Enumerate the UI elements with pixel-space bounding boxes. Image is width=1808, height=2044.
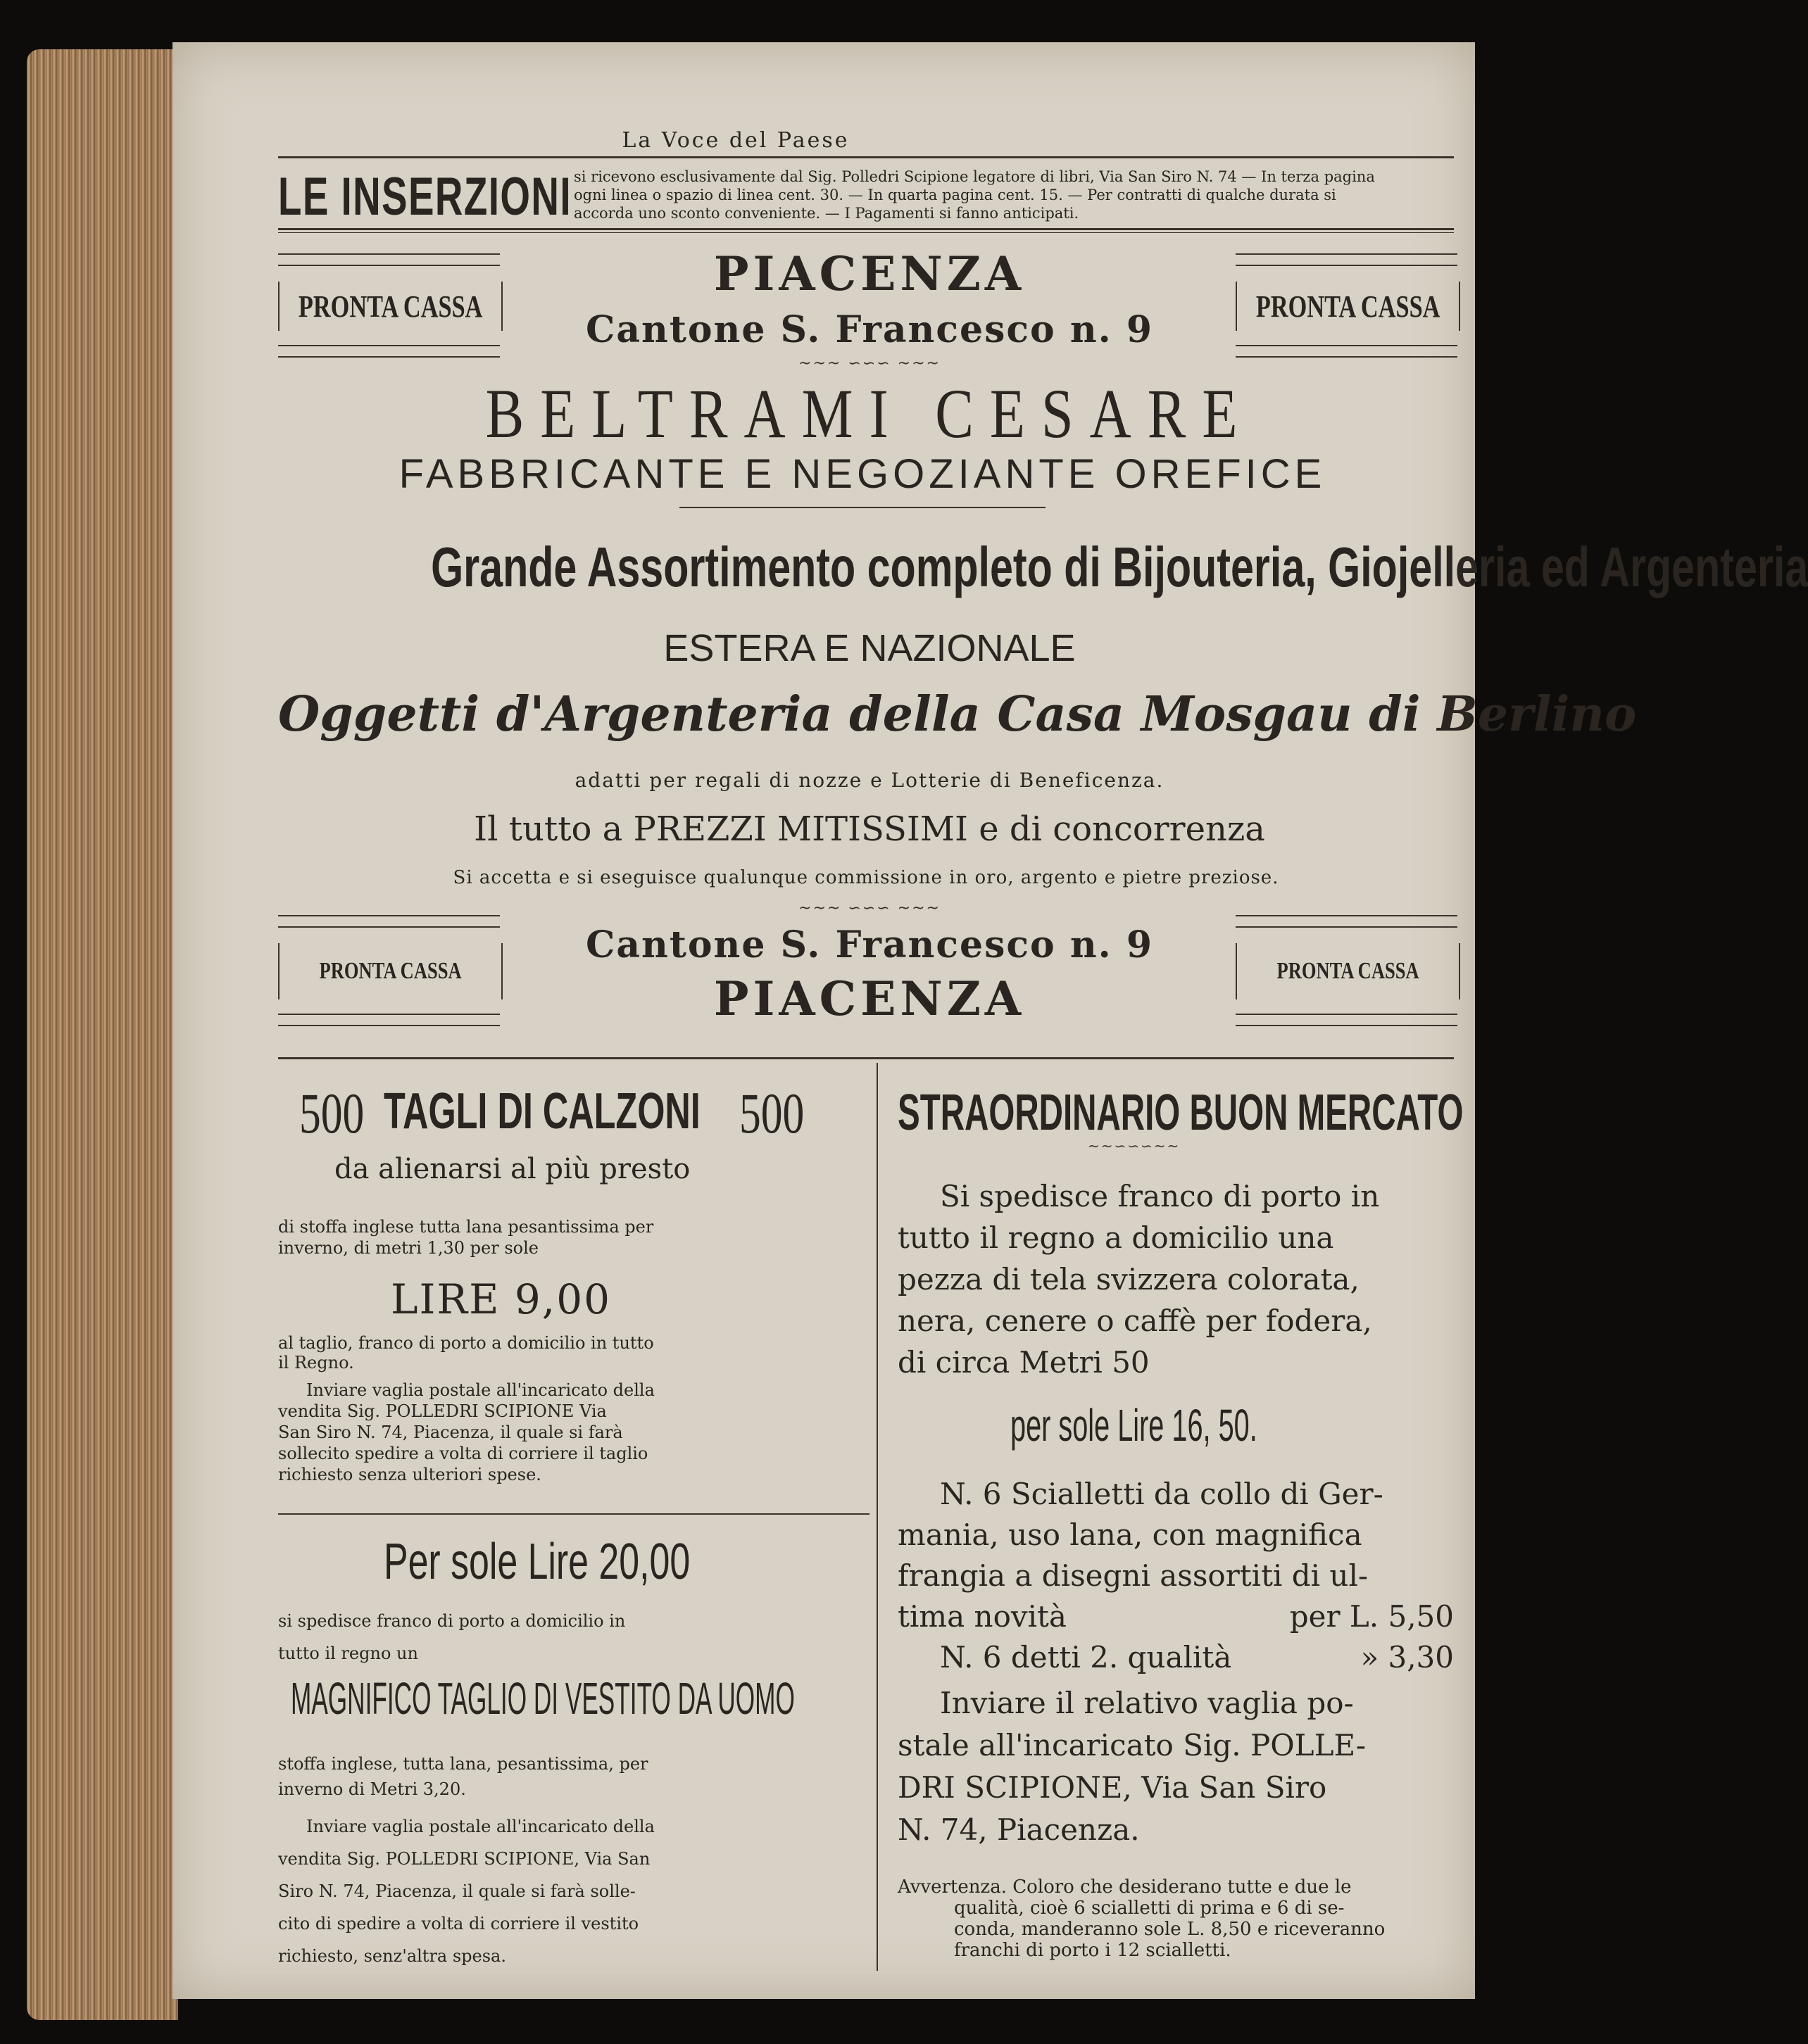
right-paragraph-3 — [898, 1682, 1461, 1851]
ornament-top-left — [278, 253, 500, 266]
right-p3-3: DRI SCIPIONE, Via San Siro — [898, 1770, 1327, 1805]
calzoni-inv-4: sollecito spedire a volta di corriere il taglio — [278, 1444, 648, 1463]
newspaper-page — [172, 42, 1808, 1999]
origin-line: ESTERA E NAZIONALE — [663, 627, 1076, 669]
calzoni-price: LIRE 9,00 — [391, 1275, 612, 1323]
calzoni-desc — [278, 1216, 855, 1258]
inserzioni-text — [574, 168, 1375, 222]
calzoni-after — [278, 1333, 855, 1373]
right-p1-price: per sole Lire 16, 50. — [1010, 1400, 1257, 1451]
header-bottom-rule — [278, 228, 1454, 230]
right-p3-2: stale all'incaricato Sig. POLLE- — [898, 1728, 1367, 1762]
city-bottom: PIACENZA — [713, 971, 1026, 1026]
right-note-2: qualità, cioè 6 scialletti di prima e 6 di se- — [954, 1898, 1345, 1919]
right-p1-1: Si spedisce franco di porto in — [940, 1179, 1380, 1213]
right-p2-4: tima novità — [898, 1599, 1067, 1634]
calzoni-title: TAGLI DI CALZONI — [384, 1083, 701, 1140]
header-bottom-rule-thin — [278, 232, 1454, 233]
merchant-profession: FABBRICANTE E NEGOZIANTE OREFICE — [398, 451, 1326, 497]
right-paragraph-2 — [898, 1474, 1461, 1678]
ornament-bottom-left-bottom — [278, 1014, 500, 1026]
right-title: STRAORDINARIO BUON MERCATO — [898, 1085, 1464, 1141]
fleuron-divider-2: ~~~ ∽∽∽ ~~~ — [798, 900, 941, 917]
commission-line: Si accetta e si eseguisce qualunque commissione in oro, argento e pietre preziose. — [453, 867, 1279, 888]
ornament-bottom-left — [278, 915, 500, 928]
vestito-inv-5: richiesto, senz'altra spesa. — [278, 1946, 506, 1966]
address-bottom: Cantone S. Francesco n. 9 — [585, 923, 1154, 966]
inserzioni-line-2: ogni linea o spazio di linea cent. 30. — In quarta pagina cent. 15. — Per contratti di qualche durata si — [574, 187, 1336, 203]
right-p1-2: tutto il regno a domicilio una — [898, 1220, 1334, 1255]
inserzioni-line-1: si ricevono esclusivamente dal Sig. Polledri Scipione legatore di libri, Via San Siro N. 74 — In terza pagina — [574, 168, 1375, 185]
vestito-inv-2: vendita Sig. POLLEDRI SCIPIONE, Via San — [278, 1849, 651, 1869]
right-note-1: Avvertenza. Coloro che desiderano tutte e due le — [898, 1876, 1352, 1898]
calzoni-instructions — [278, 1380, 855, 1485]
ornament-bottom-right-bottom — [1236, 1014, 1457, 1026]
assortment-line: Grande Assortimento completo di Bijouteria, Giojelleria ed Argenteria — [431, 536, 1808, 598]
vestito-desc-1: si spedisce franco di porto a domicilio in — [278, 1611, 626, 1631]
right-p2-3: frangia a disegni assortiti di ul- — [898, 1558, 1369, 1593]
merchant-name: BELTRAMI CESARE — [485, 374, 1254, 453]
address-top: Cantone S. Francesco n. 9 — [585, 308, 1154, 351]
right-p1-4: nera, cenere o caffè per fodera, — [898, 1304, 1372, 1338]
calzoni-after-1: al taglio, franco di porto a domicilio in tutto — [278, 1333, 654, 1353]
city-top: PIACENZA — [713, 246, 1026, 301]
right-p2-2: mania, uso lana, con magnifica — [898, 1518, 1362, 1552]
right-p2-1: N. 6 Scialletti da collo di Ger- — [940, 1477, 1383, 1511]
calzoni-after-2: il Regno. — [278, 1353, 354, 1373]
inserzioni-line-3: accorda uno sconto conveniente. — I Pagamenti si fanno anticipati. — [574, 205, 1079, 222]
right-fleuron: ~~∽∽∽~~ — [1088, 1137, 1181, 1154]
profession-divider — [679, 507, 1046, 508]
vestito-price: Per sole Lire 20,00 — [384, 1534, 691, 1590]
right-p2-4-price: per L. 5,50 — [1289, 1599, 1454, 1634]
running-head: La Voce del Paese — [622, 128, 850, 153]
ornament-bottom-right — [1236, 915, 1457, 928]
pronta-cassa-label: PRONTA CASSA — [298, 289, 483, 324]
left-column-separator — [278, 1513, 870, 1515]
pronta-cassa-label: PRONTA CASSA — [1255, 289, 1440, 324]
pronta-cassa-top-left — [278, 282, 503, 331]
vestito-stuff-1: stoffa inglese, tutta lana, pesantissima, per — [278, 1754, 648, 1774]
right-p1-3: pezza di tela svizzera colorata, — [898, 1262, 1360, 1297]
book-page-edges — [27, 49, 178, 2020]
vestito-stuff — [278, 1751, 855, 1802]
pronta-cassa-top-right — [1236, 282, 1460, 331]
calzoni-sub: da alienarsi al più presto — [334, 1153, 691, 1185]
right-p3-4: N. 74, Piacenza. — [898, 1812, 1140, 1847]
right-p2-5-price: » 3,30 — [1360, 1640, 1454, 1674]
vestito-inv-1: Inviare vaglia postale all'incaricato della — [306, 1817, 655, 1836]
silver-line: Oggetti d'Argenteria della Casa Mosgau di Berlino — [278, 686, 1637, 743]
vestito-inv-4: cito di spedire a volta di corriere il vestito — [278, 1914, 639, 1933]
inserzioni-title: LE INSERZIONI — [278, 167, 572, 227]
purpose-line: adatti per regali di nozze e Lotterie di Beneficenza. — [575, 769, 1164, 792]
calzoni-desc-1: di stoffa inglese tutta lana pesantissima per — [278, 1217, 654, 1237]
vestito-title: MAGNIFICO TAGLIO DI VESTITO DA UOMO — [291, 1673, 795, 1724]
fleuron-divider: ~~~ ∽∽∽ ~~~ — [798, 355, 941, 372]
pronta-cassa-label: PRONTA CASSA — [319, 958, 462, 984]
right-p1-5: di circa Metri 50 — [898, 1345, 1150, 1380]
right-note — [898, 1876, 1461, 1961]
right-note-4: franchi di porto i 12 scialletti. — [954, 1940, 1231, 1961]
calzoni-inv-1: Inviare vaglia postale all'incaricato della — [306, 1380, 655, 1400]
pronta-cassa-label: PRONTA CASSA — [1276, 958, 1419, 984]
right-note-3: conda, manderanno sole L. 8,50 e riceveranno — [954, 1919, 1386, 1940]
vestito-desc-2: tutto il regno un — [278, 1644, 418, 1663]
calzoni-desc-2: inverno, di metri 1,30 per sole — [278, 1238, 539, 1258]
calzoni-inv-2: vendita Sig. POLLEDRI SCIPIONE Via — [278, 1401, 607, 1421]
ad-bottom-rule — [278, 1057, 1454, 1059]
vestito-inv-3: Siro N. 74, Piacenza, il quale si farà solle- — [278, 1881, 636, 1901]
right-p2-4-row — [898, 1596, 1454, 1637]
right-p2-5: N. 6 detti 2. qualità — [940, 1640, 1232, 1674]
ornament-top-left-bottom — [278, 345, 500, 358]
calzoni-num-right: 500 — [739, 1081, 805, 1145]
vestito-desc — [278, 1605, 855, 1670]
right-paragraph-1 — [898, 1175, 1461, 1383]
vestito-stuff-2: inverno di Metri 3,20. — [278, 1779, 466, 1799]
calzoni-inv-3: San Siro N. 74, Piacenza, il quale si farà — [278, 1422, 623, 1442]
ornament-top-right-bottom — [1236, 345, 1457, 358]
column-divider — [877, 1063, 878, 1971]
pronta-cassa-bottom-right — [1236, 943, 1460, 999]
vestito-instructions — [278, 1810, 855, 1972]
calzoni-num-left: 500 — [299, 1081, 365, 1145]
pronta-cassa-bottom-left — [278, 943, 503, 999]
prices-line: Il tutto a PREZZI MITISSIMI e di concorrenza — [474, 809, 1265, 849]
calzoni-inv-5: richiesto senza ulteriori spese. — [278, 1465, 541, 1484]
header-top-rule — [278, 156, 1454, 158]
right-p2-5-row — [898, 1637, 1454, 1678]
right-p3-1: Inviare il relativo vaglia po- — [940, 1686, 1354, 1720]
ornament-top-right — [1236, 253, 1457, 266]
